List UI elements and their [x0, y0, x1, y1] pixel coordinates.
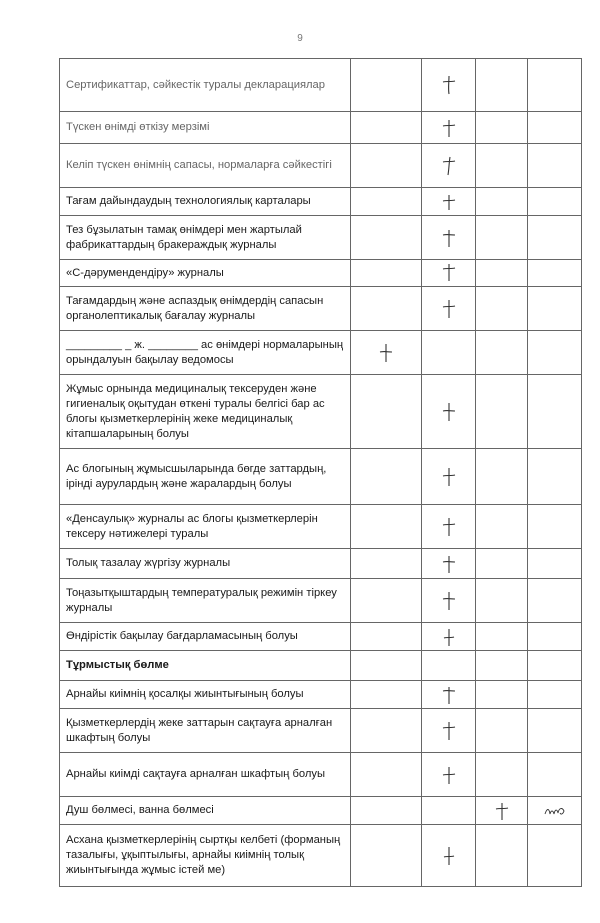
table-row [60, 216, 582, 260]
check-mark [442, 685, 456, 705]
check-mark [442, 156, 456, 176]
check-mark [442, 765, 456, 785]
cell-d [528, 549, 582, 579]
cell-a [351, 579, 422, 623]
table-row [60, 579, 582, 623]
cell-c [476, 287, 528, 331]
row-label: Асхана қызметкерлерінің сыртқы келбеті (форманың тазалығы, ұқыптылығы, арнайы киімнің толық жиынтығында жұмыс істей ме) [60, 825, 351, 887]
cell-a [351, 188, 422, 216]
check-mark [442, 402, 456, 422]
cell-c [476, 579, 528, 623]
cell-d [528, 112, 582, 144]
cell-c [476, 549, 528, 579]
cell-b [422, 216, 476, 260]
check-mark [495, 801, 509, 821]
table-row [60, 59, 582, 112]
cell-a [351, 797, 422, 825]
cell-d [528, 188, 582, 216]
cell-c [476, 449, 528, 505]
row-label: Түскен өнімді өткізу мерзімі [60, 112, 351, 144]
check-mark [442, 118, 456, 138]
cell-b [422, 579, 476, 623]
cell-a [351, 112, 422, 144]
cell-b [422, 188, 476, 216]
cell-d [528, 825, 582, 887]
row-label: Жұмыс орнында медициналық тексеруден және гигиеналық оқытудан өткені туралы белгісі бар ас блогы қызметкерлерінің жеке медициналық кітапшаларының болуы [60, 375, 351, 449]
check-mark [442, 517, 456, 537]
table-row [60, 375, 582, 449]
cell-b [422, 753, 476, 797]
cell-c [476, 375, 528, 449]
cell-b [422, 623, 476, 651]
cell-d [528, 287, 582, 331]
row-label: _________ _ ж. ________ ас өнімдері нормаларының орындалуын бақылау ведомосы [60, 331, 351, 375]
cell-d [528, 753, 582, 797]
cell-b [422, 449, 476, 505]
cell-b [422, 59, 476, 112]
table-row [60, 112, 582, 144]
table-row [60, 797, 582, 825]
row-label: «Денсаулық» журналы ас блогы қызметкерлерін тексеру нәтижелері туралы [60, 505, 351, 549]
check-mark [442, 591, 456, 611]
cell-b [422, 651, 476, 681]
page-number: 9 [297, 33, 303, 44]
row-label: Ас блогының жұмысшыларында бөгде заттардың, ірінді аурулардың және жаралардың болуы [60, 449, 351, 505]
cell-c [476, 144, 528, 188]
check-mark [442, 554, 456, 574]
cell-d [528, 449, 582, 505]
row-label: Тағамдардың және аспаздық өнімдердің сапасын органолептикалық бағалау журналы [60, 287, 351, 331]
cell-c [476, 709, 528, 753]
cell-b [422, 505, 476, 549]
check-mark [442, 846, 456, 866]
cell-c [476, 753, 528, 797]
handwritten-initials [544, 805, 566, 817]
cell-d [528, 505, 582, 549]
check-mark [442, 228, 456, 248]
cell-c [476, 331, 528, 375]
cell-a [351, 753, 422, 797]
table-row [60, 709, 582, 753]
cell-a [351, 449, 422, 505]
check-mark [442, 75, 456, 95]
table-row [60, 825, 582, 887]
row-label: Өндірістік бақылау бағдарламасының болуы [60, 623, 351, 651]
table-row [60, 623, 582, 651]
cell-d [528, 144, 582, 188]
table-row [60, 753, 582, 797]
cell-a [351, 681, 422, 709]
cell-c [476, 825, 528, 887]
cell-b [422, 825, 476, 887]
row-label: Душ бөлмесі, ванна бөлмесі [60, 797, 351, 825]
cell-a [351, 287, 422, 331]
cell-c [476, 681, 528, 709]
cell-a [351, 549, 422, 579]
table-row [60, 681, 582, 709]
row-label: Қызметкерлердің жеке заттарын сақтауға арналған шкафтың болуы [60, 709, 351, 753]
cell-c [476, 188, 528, 216]
row-label: Толық тазалау жүргізу журналы [60, 549, 351, 579]
section-title: Тұрмыстық бөлме [60, 651, 351, 681]
table-row [60, 331, 582, 375]
cell-b [422, 797, 476, 825]
cell-a [351, 260, 422, 287]
cell-d [528, 797, 582, 825]
table-row [60, 287, 582, 331]
row-label: Тез бұзылатын тамақ өнімдері мен жартылай фабрикаттардың бракераждық журналы [60, 216, 351, 260]
check-mark [442, 627, 456, 647]
cell-b [422, 287, 476, 331]
row-label: Арнайы киімді сақтауға арналған шкафтың болуы [60, 753, 351, 797]
check-mark [442, 299, 456, 319]
cell-c [476, 505, 528, 549]
cell-a [351, 59, 422, 112]
table-row [60, 549, 582, 579]
cell-a [351, 825, 422, 887]
table-row [60, 144, 582, 188]
row-label: Арнайы киімнің қосалқы жиынтығының болуы [60, 681, 351, 709]
table-row [60, 260, 582, 287]
cell-d [528, 623, 582, 651]
cell-b [422, 331, 476, 375]
cell-a [351, 144, 422, 188]
cell-b [422, 681, 476, 709]
cell-d [528, 216, 582, 260]
cell-a [351, 375, 422, 449]
cell-a [351, 216, 422, 260]
cell-d [528, 681, 582, 709]
cell-c [476, 623, 528, 651]
cell-c [476, 651, 528, 681]
cell-d [528, 651, 582, 681]
cell-c [476, 797, 528, 825]
cell-b [422, 260, 476, 287]
row-label: Келіп түскен өнімнің сапасы, нормаларға сәйкестігі [60, 144, 351, 188]
cell-a [351, 505, 422, 549]
cell-b [422, 549, 476, 579]
cell-a [351, 331, 422, 375]
check-mark [442, 192, 456, 212]
cell-a [351, 709, 422, 753]
cell-d [528, 709, 582, 753]
row-label: «С-дәрумендендіру» журналы [60, 260, 351, 287]
row-label: Тоңазытқыштардың температуралық режимін тіркеу журналы [60, 579, 351, 623]
check-mark [379, 343, 393, 363]
table-row [60, 505, 582, 549]
checklist-table [59, 58, 582, 887]
cell-d [528, 331, 582, 375]
table-row [60, 188, 582, 216]
cell-d [528, 260, 582, 287]
cell-a [351, 623, 422, 651]
cell-b [422, 144, 476, 188]
cell-c [476, 260, 528, 287]
row-label: Тағам дайындаудың технологиялық карталары [60, 188, 351, 216]
cell-b [422, 112, 476, 144]
cell-b [422, 375, 476, 449]
cell-b [422, 709, 476, 753]
check-mark [442, 263, 456, 283]
cell-a [351, 651, 422, 681]
cell-d [528, 375, 582, 449]
section-row [60, 651, 582, 681]
cell-c [476, 216, 528, 260]
row-label: Сертификаттар, сәйкестік туралы декларациялар [60, 59, 351, 112]
check-mark [442, 721, 456, 741]
cell-d [528, 59, 582, 112]
cell-c [476, 112, 528, 144]
check-mark [442, 467, 456, 487]
cell-d [528, 579, 582, 623]
table-row [60, 449, 582, 505]
cell-c [476, 59, 528, 112]
